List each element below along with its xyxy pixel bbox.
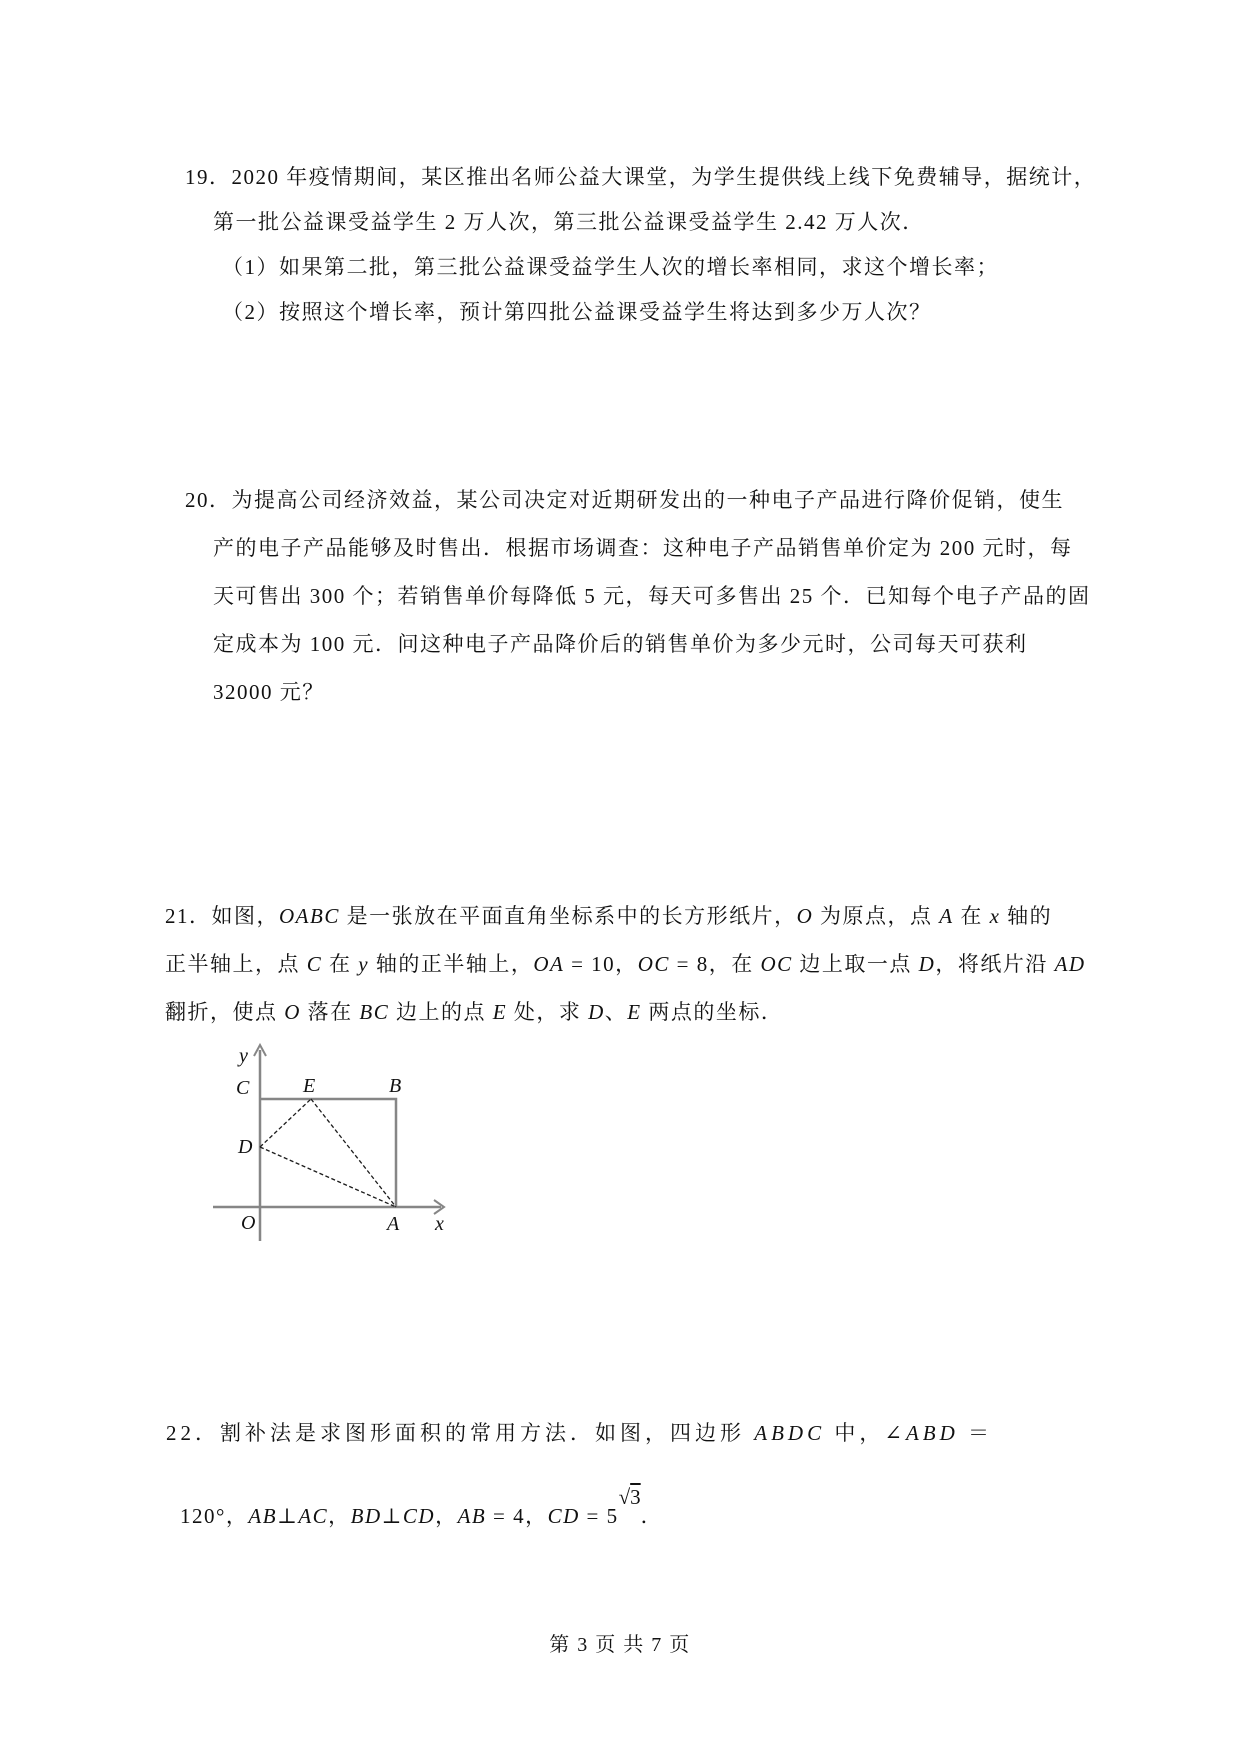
text-segment: 在 — [953, 904, 990, 928]
text-segment: AB — [248, 1504, 278, 1528]
text-segment: E — [492, 1000, 508, 1024]
text-segment: 落在 — [300, 1000, 360, 1024]
text-segment: ， — [328, 1504, 351, 1528]
text-segment: O — [796, 904, 814, 928]
q21-line-1 — [165, 903, 1052, 930]
segment-EA — [311, 1099, 396, 1207]
text-segment: 22．割补法是求图形面积的常用方法．如图，四边形 — [166, 1421, 755, 1445]
text-segment: 正半轴上，点 — [165, 952, 307, 976]
text-segment: BD — [350, 1504, 382, 1528]
q19-line-2: 第一批公益课受益学生 2 万人次，第三批公益课受益学生 2.42 万人次． — [213, 210, 925, 234]
text-segment: D — [918, 952, 936, 976]
text-segment: ABDC — [754, 1421, 826, 1445]
text-segment: 3 — [630, 1485, 641, 1509]
text-segment: 21．如图， — [165, 904, 279, 928]
q22-line-2 — [180, 1485, 664, 1530]
text-segment: 边上取一点 — [792, 952, 919, 976]
text-segment: ⊥ — [381, 1504, 403, 1528]
text-segment: 轴的 — [1000, 904, 1053, 928]
text-segment: ， — [435, 1504, 458, 1528]
text-segment: ⊥ — [277, 1504, 299, 1528]
page-footer: 第 3 页 共 7 页 — [549, 1634, 691, 1656]
text-segment: = 10， — [564, 952, 638, 976]
label-x-axis: x — [435, 1213, 444, 1235]
text-segment: C — [306, 952, 323, 976]
text-segment: 120°， — [180, 1504, 249, 1528]
text-segment: 、 — [604, 1000, 628, 1024]
label-origin-O: O — [241, 1212, 256, 1234]
text-segment: 两点的坐标． — [641, 1000, 784, 1024]
text-segment: OC — [760, 952, 793, 976]
q21-line-3 — [165, 999, 783, 1026]
text-segment: = 5 — [579, 1504, 619, 1528]
text-segment: = 8，在 — [669, 952, 761, 976]
text-segment: CD — [547, 1504, 580, 1528]
text-segment: A — [939, 904, 954, 928]
text-segment: OC — [637, 952, 670, 976]
text-segment: ABD — [905, 1421, 959, 1445]
text-segment: 是一张放在平面直角坐标系中的长方形纸片， — [339, 904, 797, 928]
text-segment: AB — [457, 1504, 487, 1528]
coordinate-figure — [195, 1040, 451, 1246]
text-segment: √ — [618, 1485, 631, 1509]
text-segment: ． — [640, 1504, 664, 1528]
label-point-B: B — [389, 1075, 402, 1097]
text-segment: ＝ — [958, 1421, 994, 1445]
rectangle-oabc — [260, 1099, 396, 1207]
segment-DA — [260, 1147, 396, 1207]
text-segment: O — [284, 1000, 301, 1024]
q19-part-1: （1）如果第二批，第三批公益课受益学生人次的增长率相同，求这个增长率； — [222, 255, 999, 279]
text-segment: OABC — [279, 904, 340, 928]
text-segment: = 4， — [486, 1504, 548, 1528]
text-segment: D — [588, 1000, 605, 1024]
text-segment: AC — [298, 1504, 329, 1528]
text-segment: BC — [359, 1000, 390, 1024]
q20-line-5: 32000 元？ — [213, 680, 325, 704]
q21-figure — [195, 1040, 451, 1246]
q21-line-2 — [165, 951, 1086, 978]
segment-DE — [260, 1099, 311, 1147]
text-segment: ，将纸片沿 — [935, 952, 1055, 976]
q20-line-2: 产的电子产品能够及时售出．根据市场调查：这种电子产品销售单价定为 200 元时，每 — [213, 536, 1073, 560]
q19-line-1: 19．2020 年疫情期间，某区推出名师公益大课堂，为学生提供线上线下免费辅导，据统计， — [185, 165, 1097, 189]
q20-line-4: 定成本为 100 元．问这种电子产品降价后的销售单价为多少元时，公司每天可获利 — [213, 632, 1028, 656]
q22-line-1 — [166, 1420, 993, 1447]
text-segment: 为原点，点 — [813, 904, 940, 928]
text-segment: 中，∠ — [825, 1421, 906, 1445]
text-segment: 轴的正半轴上， — [369, 952, 534, 976]
text-segment: AD — [1054, 952, 1086, 976]
label-y-axis: y — [239, 1045, 248, 1067]
text-segment: E — [627, 1000, 642, 1024]
label-point-E: E — [303, 1075, 316, 1097]
text-segment: 处，求 — [507, 1000, 589, 1024]
text-segment: x — [989, 904, 1001, 928]
text-segment: y — [358, 952, 370, 976]
label-point-D: D — [238, 1136, 253, 1158]
label-point-C: C — [236, 1077, 250, 1099]
text-segment: 翻折，使点 — [165, 1000, 285, 1024]
text-segment: 在 — [322, 952, 359, 976]
q19-part-2: （2）按照这个增长率，预计第四批公益课受益学生将达到多少万人次？ — [222, 300, 932, 324]
text-segment: 边上的点 — [389, 1000, 493, 1024]
text-segment: OA — [533, 952, 565, 976]
label-point-A: A — [387, 1213, 400, 1235]
text-segment: CD — [402, 1504, 436, 1528]
q20-line-1: 20．为提高公司经济效益，某公司决定对近期研发出的一种电子产品进行降价促销，使生 — [185, 488, 1064, 512]
q20-line-3: 天可售出 300 个；若销售单价每降低 5 元，每天可多售出 25 个．已知每个电子产品的固 — [213, 584, 1091, 608]
